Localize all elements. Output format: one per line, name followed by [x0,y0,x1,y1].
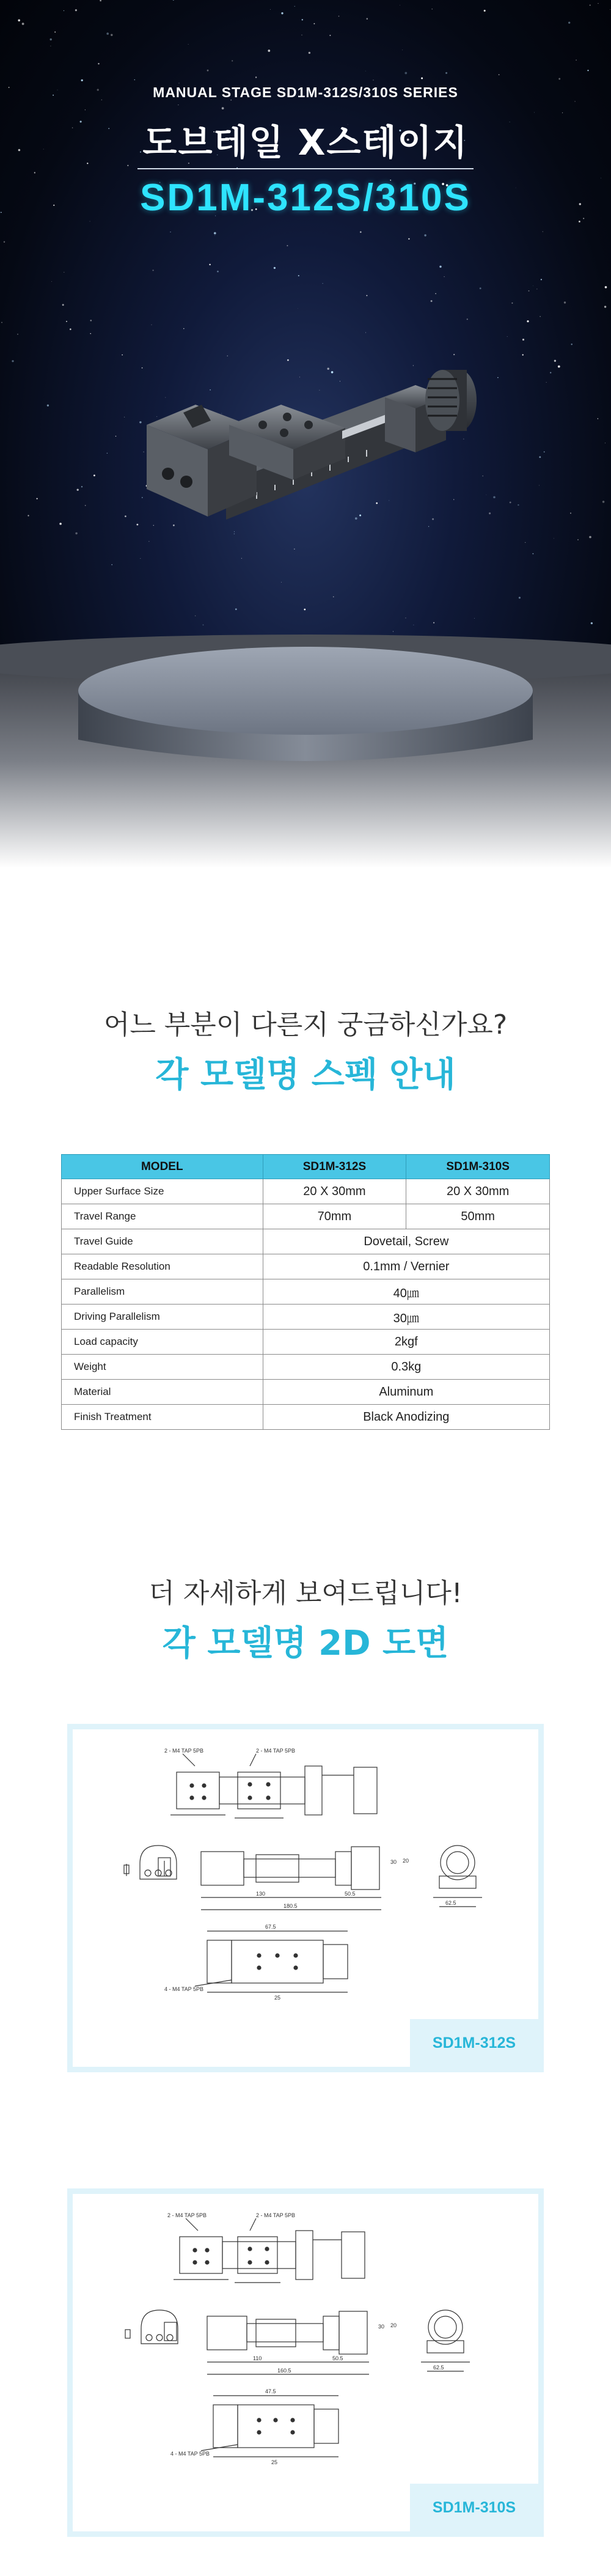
row-label: Travel Guide [62,1229,263,1254]
star [255,76,257,78]
drawing-card-310s [67,2188,544,2537]
star [4,241,5,243]
star [106,32,109,35]
label-mid: 47.5 [265,2388,276,2394]
star [134,79,135,80]
cell-shared: 0.3kg [263,1355,549,1380]
table-row [62,1380,550,1405]
spec-section [0,868,611,1528]
star [268,50,270,52]
drawing-question: 더 자세하게 보여드립니다! [148,1578,463,1609]
drawing-top-view [167,2212,365,2283]
label-hole-right: 2 - M4 TAP 5PB [256,1748,296,1754]
label-base: 25 [274,1995,281,2001]
star [338,16,340,17]
star [127,165,128,166]
cell-shared: 40㎛ [263,1279,549,1305]
drawing-front-view [164,2311,384,2374]
row-label: Finish Treatment [62,1405,263,1430]
cell-310s: 20 X 30mm [406,1179,550,1204]
star [541,279,542,280]
label-height: 30 [378,2324,385,2330]
drawing-front-view [158,1847,397,1910]
star [179,83,180,84]
label-knob: 50.5 [332,2355,343,2361]
table-row [62,1355,550,1380]
star [49,39,51,40]
star [568,21,570,23]
label-width: 20 [390,2322,397,2328]
table-row [62,1204,550,1229]
drawing-heading [0,1571,611,1665]
cell-shared: 2kgf [263,1330,549,1355]
star [408,238,409,240]
star [439,266,441,268]
star [360,231,362,233]
star [484,10,486,12]
star [18,20,20,22]
star [287,245,288,246]
table-row [62,1405,550,1430]
hero-banner [0,0,611,868]
row-label: Driving Parallelism [62,1305,263,1330]
star [480,287,481,289]
spec-table [61,1154,550,1430]
spec-heading [0,1003,611,1097]
row-label: Upper Surface Size [62,1179,263,1204]
hero-subtitle: MANUAL STAGE SD1M-312S/310S SERIES [153,84,458,100]
hero-title: 도브테일 X스테이지 [142,122,469,163]
row-label: Parallelism [62,1279,263,1305]
star [576,59,577,61]
label-hole-right: 2 - M4 TAP 5PB [256,2212,296,2218]
star [302,19,303,20]
label-body: 130 [256,1891,266,1897]
star [598,3,599,4]
star [281,12,283,14]
star [270,9,271,10]
drawing-card-312s [67,1724,544,2072]
row-label: Weight [62,1355,263,1380]
label-hole-left: 2 - M4 TAP 5PB [167,2212,207,2218]
star [214,232,216,235]
star [329,35,331,36]
drawing-right-view [403,1846,482,1907]
table-row [62,1305,550,1330]
star [81,79,83,81]
star [34,172,35,173]
label-long: 180.5 [284,1903,298,1909]
label-body: 110 [253,2355,262,2361]
star [22,23,24,25]
spec-table-container [0,1154,611,1430]
star [100,0,101,1]
star [313,23,315,24]
header-310s: SD1M-310S [406,1155,550,1179]
cell-shared: Aluminum [263,1380,549,1405]
drawing-bottom-view [164,1924,348,2001]
label-hole-left: 2 - M4 TAP 5PB [164,1748,204,1754]
label-side: 62.5 [433,2364,444,2371]
star [214,235,215,236]
technical-drawing-310s [73,2194,538,2531]
cell-312s: 70mm [263,1204,406,1229]
row-label: Travel Range [62,1204,263,1229]
table-row [62,1179,550,1204]
star [217,271,219,273]
star [51,281,52,282]
table-row [62,1330,550,1355]
star [98,63,99,64]
spec-table-header [62,1155,550,1179]
star [301,34,302,35]
row-label: Load capacity [62,1330,263,1355]
star [173,0,174,1]
label-hole-bottom: 4 - M4 TAP 5PB [164,1986,204,1992]
star [445,72,447,74]
hero-divider [137,168,474,169]
star [562,112,563,113]
label-width: 20 [403,1858,409,1864]
label-hole-bottom: 4 - M4 TAP 5PB [170,2451,210,2457]
star [587,70,588,71]
cell-shared: Black Anodizing [263,1405,549,1430]
cell-shared: 30㎛ [263,1305,549,1330]
star [274,267,276,269]
drawing-section [0,1528,611,2576]
product-illustration [0,293,611,868]
star [574,101,576,102]
star [590,5,591,6]
star [209,264,210,265]
star [558,78,560,80]
star [309,52,310,54]
drawing-right-view [390,2310,470,2371]
header-model: MODEL [62,1155,263,1179]
star [529,290,530,292]
cell-312s: 20 X 30mm [263,1179,406,1204]
label-height: 30 [390,1859,397,1865]
star [367,18,368,20]
star [207,70,209,72]
drawing-top-view [164,1748,377,1818]
label-base: 25 [271,2459,278,2465]
spec-title: 각 모델명 스펙 안내 [155,1055,456,1095]
drawing-bottom-view [170,2388,338,2465]
table-row [62,1279,550,1305]
star [605,286,607,289]
label-knob: 50.5 [345,1891,356,1897]
star [424,234,426,236]
hero-model-name: SD1M-312S/310S [140,177,471,219]
star [404,72,407,75]
row-label: Readable Resolution [62,1254,263,1279]
star [222,107,224,109]
label-side: 62.5 [445,1900,456,1906]
label-long: 160.5 [277,2368,291,2374]
drawing-model-tag: SD1M-310S [410,2484,538,2531]
star [111,34,112,35]
table-row [62,1229,550,1254]
star [152,270,153,271]
drawing-left-view [124,1846,177,1879]
header-312s: SD1M-312S [263,1155,406,1179]
row-label: Material [62,1380,263,1405]
drawing-model-tag: SD1M-312S [410,2019,538,2067]
star [421,78,423,79]
star [534,112,535,113]
drawing-left-view [125,2310,178,2344]
star [85,109,86,110]
technical-drawing-312s [73,1729,538,2067]
star [499,74,500,75]
star [54,31,56,32]
star [188,44,189,45]
drawing-title: 각 모델명 2D 도면 [162,1624,449,1663]
star [579,221,580,223]
star [75,9,77,11]
table-row [62,1254,550,1279]
cell-shared: Dovetail, Screw [263,1229,549,1254]
star [365,71,366,72]
star [232,60,233,61]
star [298,275,299,276]
cell-shared: 0.1mm / Vernier [263,1254,549,1279]
label-mid: 67.5 [265,1924,276,1930]
cell-310s: 50mm [406,1204,550,1229]
spec-question: 어느 부분이 다른지 궁금하신가요? [103,1009,508,1040]
